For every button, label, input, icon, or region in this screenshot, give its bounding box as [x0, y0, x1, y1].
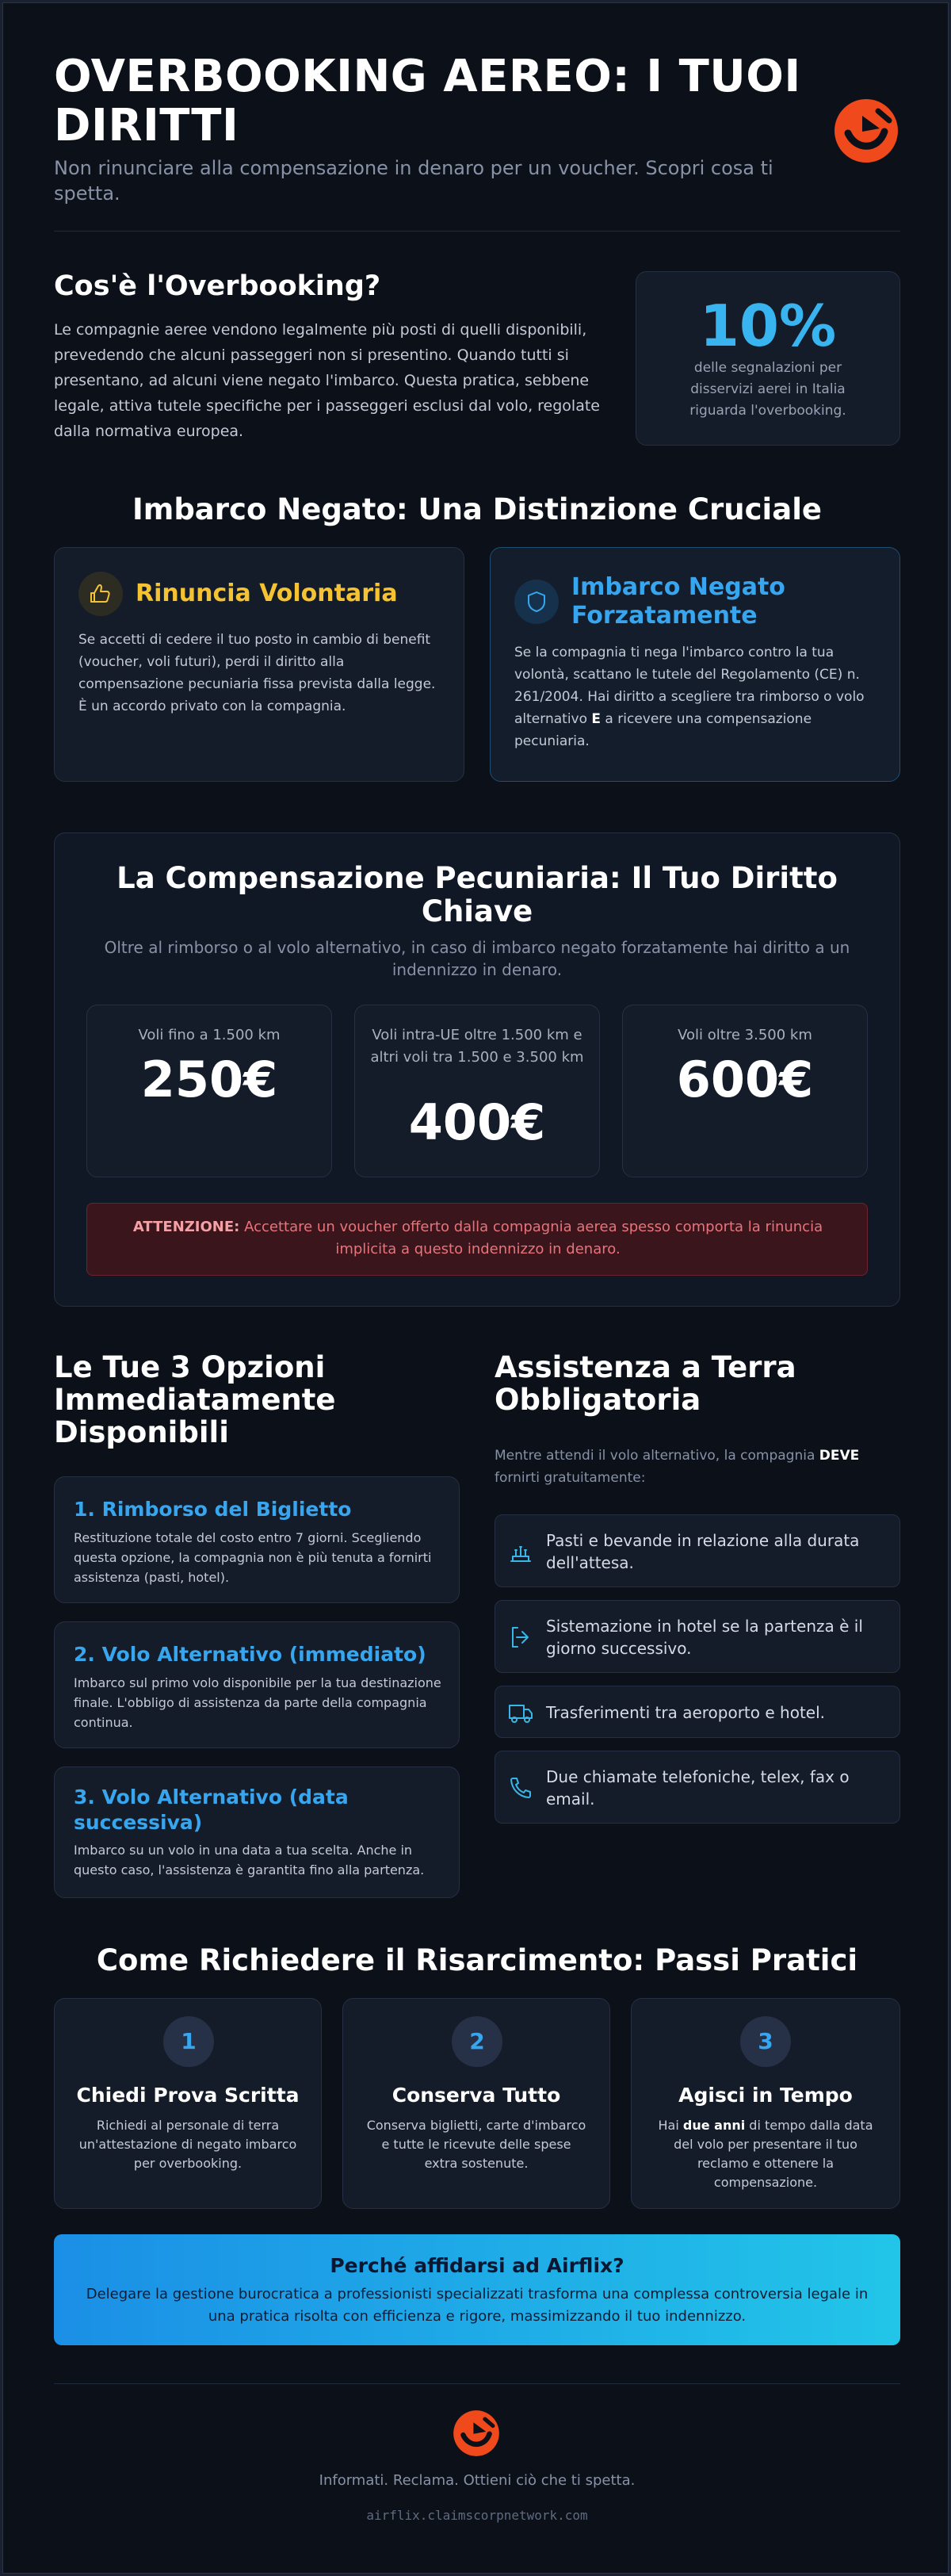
- compensation-subheading: Oltre al rimborso o al volo alternativo, in caso di imbarco negato forzatamente hai diritto a un indennizzo in denaro.: [104, 938, 850, 979]
- voluntary-body: Se accetti di cedere il tuo posto in cambio di benefit (voucher, voli futuri), perdi il diritto alla compensazione pecuniaria fissa prevista dalla legge. È un accordo privato con la compagnia.: [78, 632, 436, 714]
- compensation-panel: [54, 833, 900, 1307]
- tier-card-1: [86, 1005, 332, 1177]
- assistance-item-text: Sistemazione in hotel se la partenza è il giorno successivo.: [546, 1617, 863, 1658]
- stat-caption: delle segnalazioni per disservizi aerei in Italia riguarda l'overbooking.: [689, 360, 846, 419]
- step-title: Agisci in Tempo: [678, 2084, 853, 2107]
- step-number: 1: [163, 2016, 214, 2067]
- tier-amount: 400€: [408, 1093, 546, 1151]
- warning-box: [86, 1203, 868, 1276]
- assistance-intro-part2: fornirti gratuitamente:: [495, 1470, 646, 1486]
- step-card-2: [342, 1998, 610, 2209]
- logo-icon: [832, 97, 900, 165]
- thumbs-up-icon-wrap: [78, 572, 123, 616]
- option-body: Imbarco su un volo in una data a tua scelta. Anche in questo caso, l'assistenza è garantita fino alla partenza.: [74, 1843, 425, 1877]
- footer-tagline: Informati. Reclama. Ottieni ciò che ti spetta.: [319, 2472, 636, 2489]
- option-body: Imbarco sul primo volo disponibile per la tua destinazione finale. L'obbligo di assistenza da parte della compagnia continua.: [74, 1675, 441, 1730]
- step-body: Conserva biglietti, carte d'imbarco e tutte le ricevute delle spese extra sostenute.: [366, 2118, 586, 2171]
- options-heading: Le Tue 3 Opzioni Immediatamente Disponibili: [54, 1350, 336, 1449]
- assistance-intro-bold: DEVE: [819, 1448, 860, 1464]
- tier-label: Voli intra-UE oltre 1.500 km e altri voli tra 1.500 e 3.500 km: [370, 1027, 584, 1066]
- step-title: Conserva Tutto: [391, 2084, 561, 2107]
- intro-body: Le compagnie aeree vendono legalmente più posti di quelli disponibili, prevedendo che alcuni passeggeri non si presentino. Quando tutti si presentano, ad alcuni viene negato l'imbarco. Questa pratica, sebbene legale, attiva tutele specifiche per i passeggeri esclusi dal volo, regolate dalla normativa europea.: [54, 321, 600, 440]
- assistance-item-meals: [495, 1514, 900, 1587]
- stat-card: [636, 271, 900, 446]
- shield-icon-wrap: [514, 580, 559, 624]
- step-body: Richiedi al personale di terra un'attestazione di negato imbarco per overbooking.: [78, 2118, 297, 2171]
- footer-url[interactable]: airflix.claimscorpnetwork.com: [366, 2508, 588, 2523]
- step-body-part1: Hai: [658, 2118, 683, 2133]
- step-title: Chiedi Prova Scritta: [76, 2084, 300, 2107]
- shield-icon: [514, 580, 559, 624]
- assistance-item-transfer: [495, 1686, 900, 1738]
- hotel-icon: [506, 1623, 535, 1652]
- page-subtitle: Non rinunciare alla compensazione in denaro per un voucher. Scopri cosa ti spetta.: [54, 157, 773, 205]
- option-card-3: [54, 1766, 460, 1898]
- forced-body-bold: E: [591, 711, 602, 727]
- assistance-item-calls: [495, 1751, 900, 1824]
- step-body: [654, 2116, 877, 2192]
- page-title: OVERBOOKING AEREO: I TUOI DIRITTI: [54, 51, 801, 151]
- assistance-item-text: Due chiamate telefoniche, telex, fax o email.: [546, 1767, 850, 1809]
- step-number: 3: [740, 2016, 791, 2067]
- thumbs-up-icon: [78, 572, 123, 616]
- tier-card-3: [622, 1005, 868, 1177]
- option-card-1: [54, 1476, 460, 1603]
- footer-logo: [452, 2409, 501, 2458]
- distinction-heading: Imbarco Negato: Una Distinzione Cruciale: [132, 492, 822, 526]
- footer-divider: [54, 2383, 900, 2384]
- header-divider: [54, 231, 900, 232]
- forced-body-part1: Se la compagnia ti nega l'imbarco contro la tua volontà, scattano le tutele del Regolamento (CE) n. 261/2004. Hai diritto a scegliere tra rimborso o volo alternativo: [514, 645, 865, 727]
- forced-card: [490, 547, 900, 782]
- step-card-1: [54, 1998, 322, 2209]
- step-body-bold: due anni: [682, 2118, 746, 2133]
- infographic-page: [2, 2, 949, 2574]
- voluntary-title: Rinuncia Volontaria: [136, 580, 398, 607]
- brand-logo: [832, 97, 900, 165]
- warning-body: Accettare un voucher offerto dalla compagnia aerea spesso comporta la rinuncia implicita a questo indennizzo in denaro.: [239, 1219, 823, 1257]
- intro-heading: Cos'è l'Overbooking?: [54, 270, 381, 302]
- truck-icon: [506, 1698, 535, 1727]
- assistance-item-hotel: [495, 1600, 900, 1673]
- stat-value: 10%: [699, 293, 837, 359]
- tier-label: Voli oltre 3.500 km: [678, 1027, 812, 1043]
- option-body: Restituzione totale del costo entro 7 giorni. Scegliendo questa opzione, la compagnia non è più tenuta a fornirti assistenza (pasti, hotel).: [74, 1530, 432, 1585]
- warning-label: ATTENZIONE:: [132, 1219, 240, 1235]
- assistance-item-text: Trasferimenti tra aeroporto e hotel.: [546, 1703, 826, 1722]
- tier-card-2: [354, 1005, 600, 1177]
- option-card-2: [54, 1621, 460, 1748]
- tier-label: Voli fino a 1.500 km: [138, 1027, 281, 1043]
- logo-icon: [452, 2409, 501, 2458]
- option-title: 1. Rimborso del Biglietto: [74, 1498, 352, 1521]
- option-title: 3. Volo Alternativo (data successiva): [74, 1786, 349, 1834]
- forced-title: Imbarco Negato Forzatamente: [571, 573, 785, 630]
- steps-heading: Come Richiedere il Risarcimento: Passi Pratici: [96, 1943, 858, 1977]
- assistance-item-text: Pasti e bevande in relazione alla durata dell'attesa.: [546, 1531, 860, 1572]
- phone-icon: [506, 1774, 535, 1802]
- food-icon: [506, 1537, 535, 1566]
- voluntary-card: [54, 547, 464, 782]
- step-body-part2: di tempo dalla data del volo per presentare il tuo reclamo e ottenere la compensazione.: [674, 2118, 873, 2190]
- cta-body: Delegare la gestione burocratica a professionisti specializzati trasforma una complessa controversia legale in una pratica risolta con efficienza e rigore, massimizzando il tuo indennizzo.: [86, 2286, 869, 2325]
- option-title: 2. Volo Alternativo (immediato): [74, 1643, 426, 1666]
- forced-body-part2: a ricevere una compensazione pecuniaria.: [514, 711, 812, 749]
- cta-title: Perché affidarsi ad Airflix?: [330, 2254, 624, 2277]
- assistance-heading: Assistenza a Terra Obbligatoria: [495, 1350, 796, 1417]
- assistance-intro: [495, 1445, 900, 1489]
- warning-text: [119, 1216, 837, 1261]
- tier-amount: 600€: [676, 1051, 814, 1108]
- assistance-intro-part1: Mentre attendi il volo alternativo, la compagnia: [495, 1448, 819, 1464]
- compensation-heading: La Compensazione Pecuniaria: Il Tuo Diritto Chiave: [116, 861, 838, 928]
- step-number: 2: [452, 2016, 502, 2067]
- tier-amount: 250€: [140, 1051, 278, 1108]
- cta-banner: [54, 2234, 900, 2345]
- forced-body: [514, 641, 877, 752]
- step-card-3: [631, 1998, 900, 2209]
